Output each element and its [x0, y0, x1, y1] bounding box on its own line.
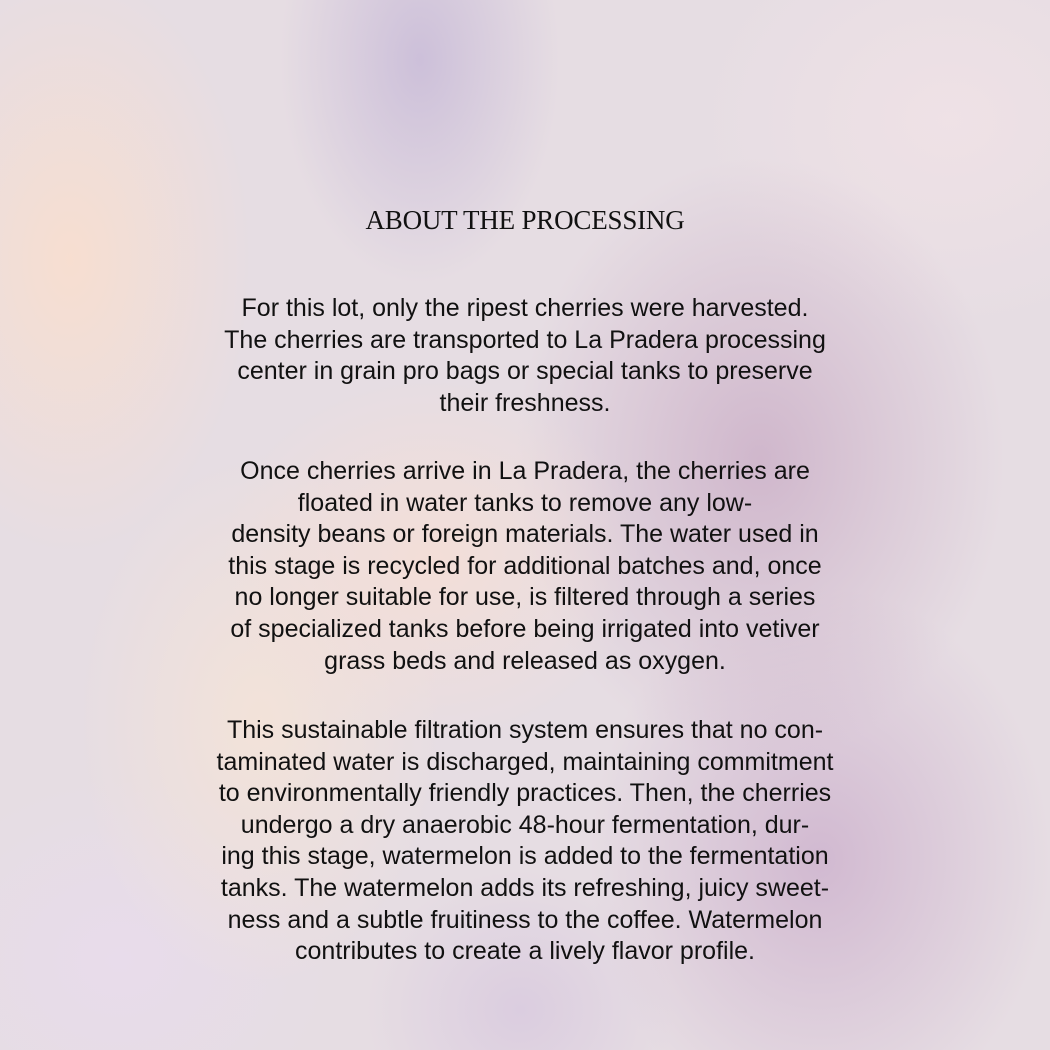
text-line: to environmentally friendly practices. Then, the cherries [218, 779, 832, 808]
paragraph-harvest [150, 293, 900, 419]
text-line: floated in water tanks to remove any low- [297, 488, 753, 517]
text-line: undergo a dry anaerobic 48-hour fermentation, dur- [240, 810, 810, 839]
text-line: center in grain pro bags or special tanks to preserve [237, 357, 813, 386]
text-line: This sustainable filtration system ensures that no con- [226, 716, 824, 744]
text-line: For this lot, only the ripest cherries were harvested. [241, 294, 809, 322]
text-line: grass beds and released as oxygen. [324, 646, 726, 675]
paragraph-fermentation [150, 715, 900, 968]
text-line: tanks. The watermelon adds its refreshing, juicy sweet- [220, 873, 830, 902]
page-title: ABOUT THE PROCESSING [365, 205, 685, 235]
text-line: this stage is recycled for additional batches and, once [228, 551, 822, 580]
text-line: The cherries are transported to La Pradera processing [224, 325, 826, 354]
paragraph-flotation [150, 456, 900, 677]
text-line: taminated water is discharged, maintaining commitment [216, 747, 834, 776]
text-line: density beans or foreign materials. The water used in [231, 520, 819, 549]
text-line: ing this stage, watermelon is added to the fermentation [221, 842, 829, 871]
text-line: no longer suitable for use, is filtered through a series [234, 583, 816, 612]
text-line: Once cherries arrive in La Pradera, the cherries are [240, 457, 810, 485]
text-line: contributes to create a lively flavor profile. [295, 937, 755, 966]
text-line: of specialized tanks before being irrigated into vetiver [230, 614, 820, 643]
text-line: ness and a subtle fruitiness to the coffee. Watermelon [227, 905, 823, 934]
text-line: their freshness. [439, 388, 611, 417]
